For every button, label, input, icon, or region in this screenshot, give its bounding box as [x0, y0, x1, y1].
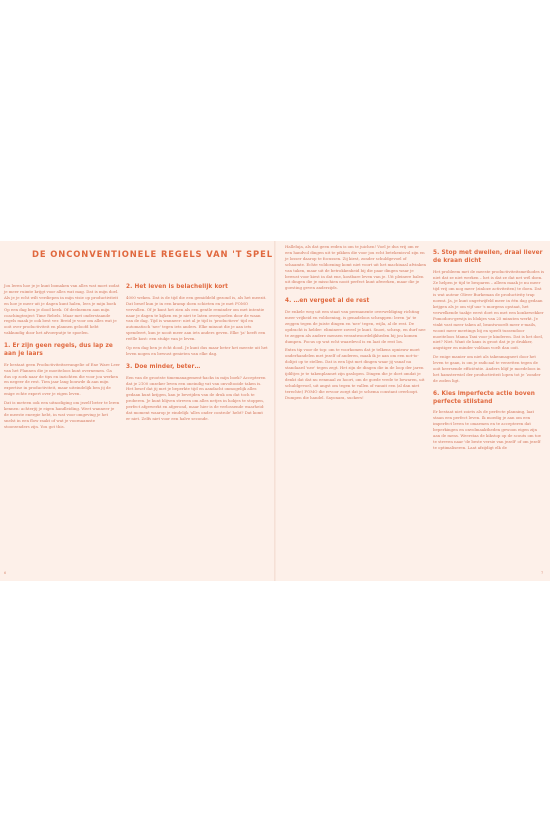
left-page	[0, 241, 275, 581]
right-page	[275, 241, 550, 581]
rule-4-paragraph-2: Extra tip voor de top: om te voorkomen dat je telkens opnieuw moet onderhandelen met jezelf of anderen, maak ik je aan om een not-to-dolijst op te stellen. Dat is een lijst met dingen waar jij vanaf nu standaard 'nee' tegen zegt. Het zijn de dingen die in de loop der jaren ijdiltjes je te takenplannet zijn gaslopen. Dingen die je doet omdat je denkt dat dat nu eenmaal zo hoort, om de goede vrede te bewaren, uit schuldgevoel, uit angst om tegen te vallen of vanuit een (al dan niet terechte) FOMO die ervoor zorgt dat je schema constant overloopt. Dumpen die handel. Sayonara, suckers!	[285, 347, 425, 400]
rule-3-paragraph: Een van de grootste timemanagement-hacks in mijn boek? Accepteren dat je 2100 onzeker leven een oneindig vat van onvoltooide taken is. Het besef dat jij met je beperkte tijd en aandacht onmogelijk alles gedaan kunt krijgen, kan je bevrijden van de druk om dat toch te proberen. Je kunt blijven streven om alles netjes in hokjes te stoppen, perfect afgewerkt en afgerond, maar hier is de verlossende waarheid: dat moment waarop je eindelijk 'alles onder controle' hebt? Dat komt er niet. Zelfs niet voor een halve seconde.	[126, 374, 266, 421]
rule-6-paragraph: Er bestaat niet zoiets als de perfecte planning, laat staan een perfect leven. Ik moedig je aan om een imperfect leven te omarmen en te accepteren dat beperkingen en onvolmaaktheden gewoon eigen zijn aan de mens. Weerstaa de kikstop op de scouts om toe te streven naar 'de beste versie van jezelf' of om jezelf te optimaliseren. Laat afzijdigt elk de	[433, 409, 541, 450]
page-number-right: 7	[541, 571, 544, 575]
rule-6-heading: 6. Kies imperfecte actie boven perfecte stilstand	[433, 388, 535, 405]
rule-3-continued-paragraph: Halleluja, als dat geen reden is om te juichen! Voel je dus vrij om er een handvol dingen uit te pikken die voor jou echt betekenisvol zijn en je losser daarop te focussen. Zij kiest, zonder schuldgevoel of schaamte. Echte voldoening komt niet voort uit het machinaal afvinken van taken, maar uit de betrokkenheid bij die paar dingen waar je bewust voor kiest in dat ene, kostbare leven van je. Uit pleinere balen uit dingen die je misschien nooit perfect kunt afwerken, maar die je goesting geven anderzijds.	[285, 244, 427, 291]
left-column-1	[4, 283, 120, 433]
right-column-1	[285, 244, 427, 404]
rule-3-heading: 3. Doe minder, beter…	[126, 361, 201, 370]
rule-4-heading: 4. …en vergeet al de rest	[285, 296, 370, 305]
rule-1-paragraph-1: Er bestaat geen Productiviteitsevangelie of Ene Ware Leer van het Plannen die je moeiteloos kunt overnemen. Ga dus op zoek naar de tips en inzichten die voor jou werken en negeer de rest. Tien jaar lang bouwde ik aan mijn expertise in productiviteit, maar uiteindelijk ben jij de enige echte expert over je eigen leven.	[4, 361, 120, 397]
rule-1-paragraph-2: Dat is meteen ook een uitnodiging om jezelf beter te leren kennen: achterjij je eigen handleiding. Weet wanneer je de meeste energie hebt, in wat voor omgeving je het snelst in een flow raakt of wat je voornaamste stoorzenders zijn. You got this.	[4, 400, 120, 429]
rule-5-paragraph-1: Het probleem met de meeste productiviteitsmethodes is niet dat ze niet werken – het is dat ze dat net wél doen. Ze helpen je tijd te besparen – alleen maak je nu meer tijd vrij om nog meer (zinloze activiteiten) te doen. Dat is wat auteur Oliver Burkeman de productivity trap noemt. Ja, je kunt ongetwijfeld meer in één dag gedaan krijgen als je om vijf uur 's morgens opstaat, het verwelkende taakje eerst doet en met een konkewekker Pomodoro-gewijs in blokjes van 25 minuten werkt. Je vinkt vast meer taken af, beantwoordt meer e-mails, woont meer meetings bij en speelt tussendoor moeiteloos Mama Taxi voor je kinderen. Dat is het doel, niet? Niet. Want de kans is groot dat je je drukker, angstiger en minder voldaan voelt dan ooit.	[433, 268, 545, 351]
rule-2-heading: 2. Het leven is belachelijk kort	[126, 282, 229, 290]
left-column-2	[126, 277, 268, 425]
rule-5-heading: 5. Stop met dweilen, draai liever de kraan dicht	[433, 248, 543, 264]
rule-2-paragraph-2: Op een dag ben je écht dood. Je kunt dus maar beter het meeste uit het leven nogen en bewust genieten van elke dag.	[126, 345, 268, 356]
rule-2-paragraph-1: 4000 weken. Dat is de tijd die een gemiddeld gezond is, als het meezit. Dat besef kun je in een kramp doen schieten en je met FOMO vervullen. Of je kunt het zien als een gentle reminder om met intentie naar je dagen te kijken en je niet te laten overspoelen door de waan van de dag. Tijd is wanneer: niet al je tijd is 'productieve' tijd en automatisch 'nee' tegen iets anders. Elke minuut die je aan iets spendeert, kun je nooit meer aan iets anders geven. Elke 'ja' heeft een reëlle kost: een stukje van je leven.	[126, 294, 267, 342]
book-spread	[0, 241, 550, 581]
right-column-2	[433, 243, 545, 454]
rule-1-heading: 1. Er zijn geen regels, dus lap ze aan je laars	[4, 341, 113, 357]
rule-5-paragraph-2: De enige manier om niet als takenmagneet door het leven te gaan, is om je radicaal te verzetten tegen de ooit heersende efficiëntie. Anders blijf je moedeloos in het hamsterwiel der productiviteit lopen tot je ‘zonder de zoden ligt.	[433, 354, 541, 383]
page-title: DE ONCONVENTIONELE REGELS VAN 'T SPEL	[32, 249, 273, 259]
page-number-left: 6	[4, 571, 7, 575]
intro-paragraph: Jou leren hoe je je kunt bomaken van alles wat moet zodat je meer ruimte krijgt voor alles wat mag. Dat is mijn doel. Als je je echt wilt verdiepen in mijn visie op productiviteit en hoe je meer uit je dagen kunt halen, lees je mijn boek Op een dag ben je dood keek. Of deelnemen aan mijn coachingtraject Time Rebels. Maar met onderstaande regels maak je ook best ver. Breid je voor om alles wat je ooit over productiviteit en plannen geloofd hebt vakkundig door het afvoerputje te spoelen.	[4, 283, 120, 336]
rule-4-paragraph-1: De enkele weg uit een staat van permanente overweldiging richting meer vrijheid en voldoening, is genadeloos schrappen: leren 'ja' te zeggen tegen de juiste dingen en 'nee' tegen, wijla, al de rest. De opdracht is helder: eliminere zoveel je kunt. Snoei, schrap, en durf nee te zeggen als andere mensen verantwoordelijkheden bij jou komen dumpen. Focus op wat echt waardevol is en laat de rest los.	[285, 309, 426, 344]
